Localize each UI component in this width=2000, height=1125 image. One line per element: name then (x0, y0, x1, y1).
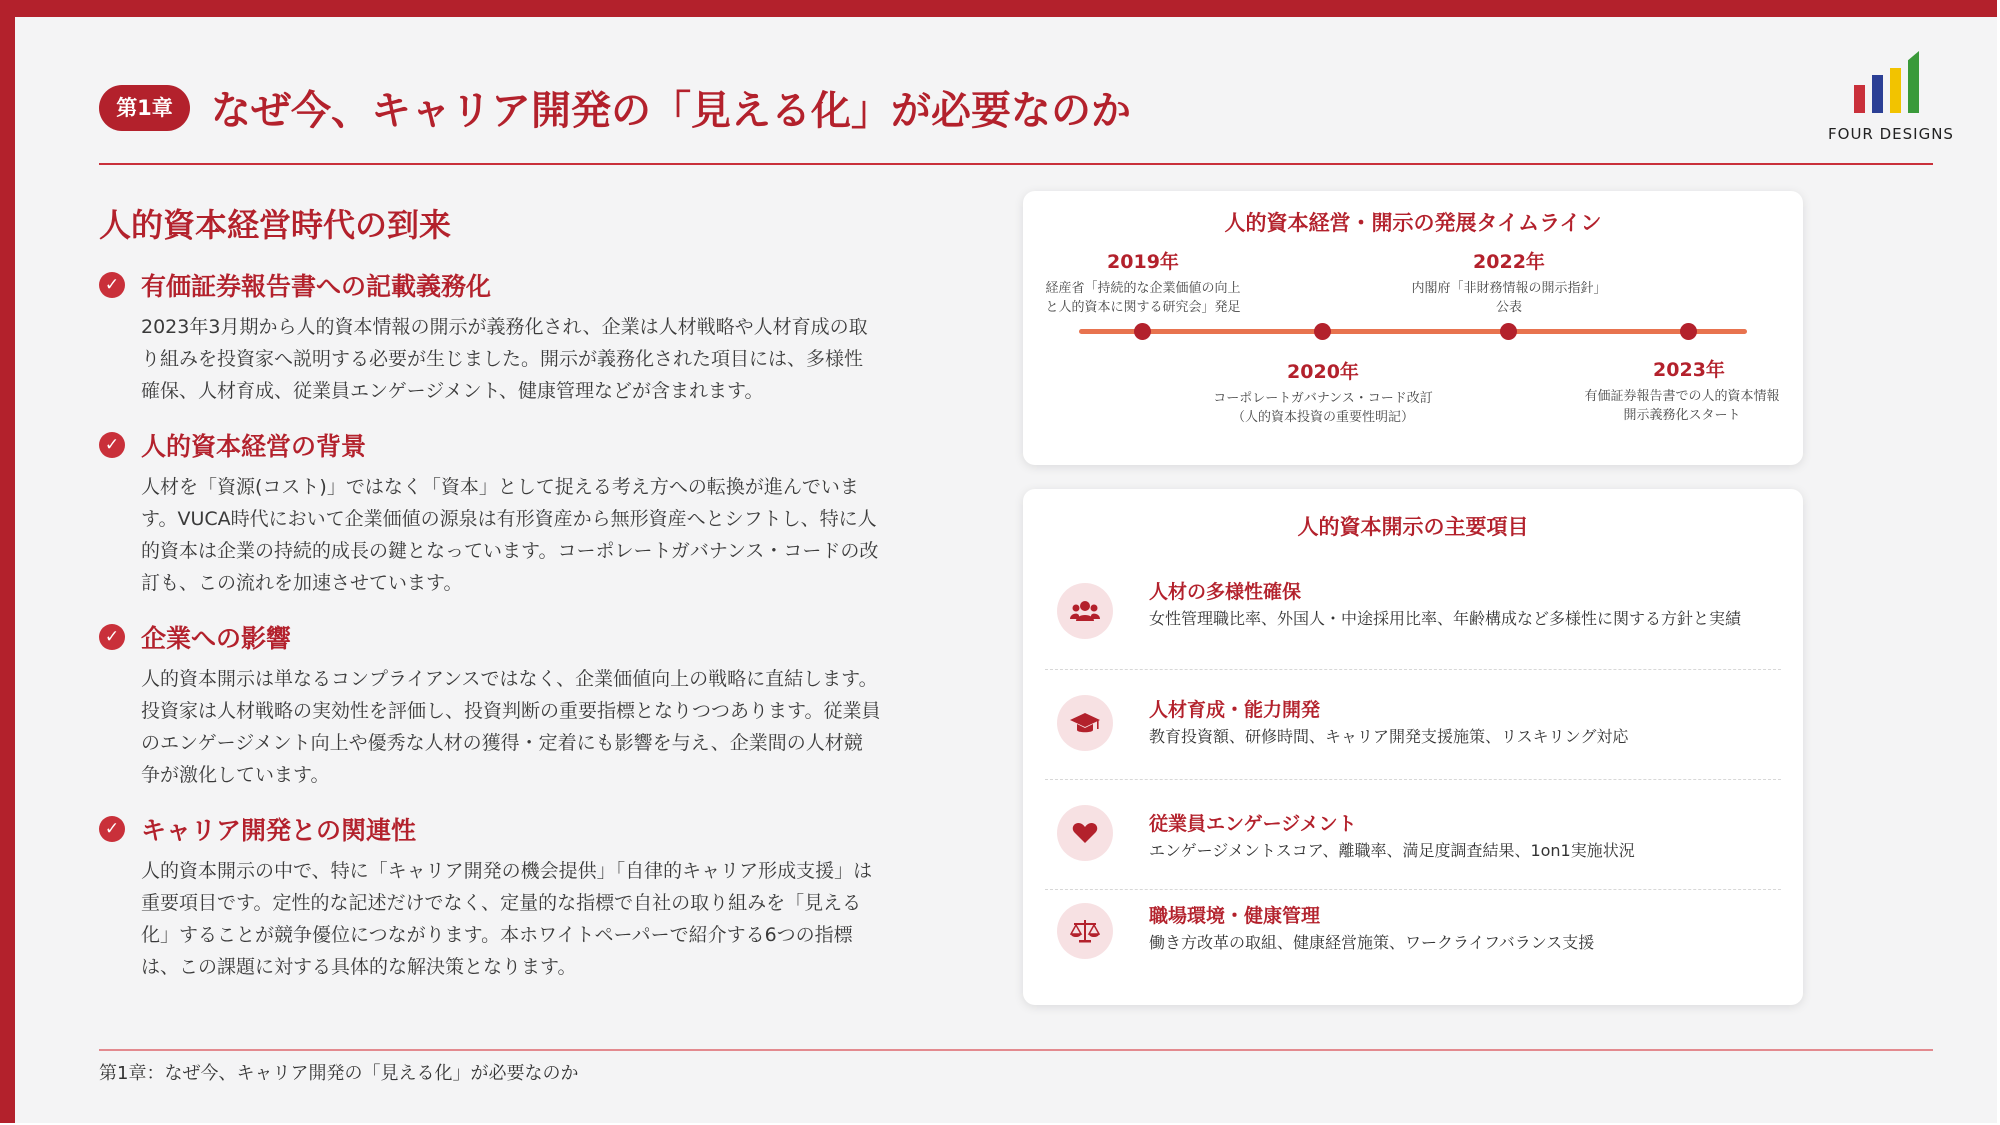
timeline-dot-2023 (1680, 323, 1697, 340)
check-circle-icon: ✓ (99, 816, 125, 842)
point-body: 人的資本開示は単なるコンプライアンスではなく、企業価値向上の戦略に直結します。投資家は人材戦略の実効性を評価し、投資判断の重要指標となりつつあります。従業員のエンゲージメント向上や優秀な人材の獲得・定着にも影響を与え、企業間の人材競争が激化しています。 (141, 668, 881, 786)
logo-bar-yellow (1890, 68, 1901, 113)
page-title: なぜ今、キャリア開発の「見える化」が必要なのか (211, 88, 1131, 134)
timeline-title: 人的資本経営・開示の発展タイムライン (1224, 211, 1602, 235)
disclosure-item-desc: 教育投資額、研修時間、キャリア開発支援施策、リスキリング対応 (1149, 727, 1629, 746)
disclosure-item-desc: 女性管理職比率、外国人・中途採用比率、年齢構成など多様性に関する方針と実績 (1149, 609, 1742, 628)
footer-divider (99, 1049, 1933, 1051)
point-title: 企業への影響 (141, 624, 292, 653)
point-item (99, 809, 889, 983)
timeline-dot-2022 (1500, 323, 1517, 340)
logo-bar-blue (1872, 75, 1883, 113)
item-divider (1045, 779, 1781, 780)
point-body: 人材を「資源(コスト)」ではなく「資本」として捉える考え方への転換が進んでいます。VUCA時代において企業価値の源泉は有形資産から無形資産へとシフトし、特に人的資本は企業の持続的成長の鍵となっています。コーポレートガバナンス・コードの改訂も、この流れを加速させています。 (141, 476, 879, 594)
heart-icon (1057, 805, 1113, 861)
logo-bar-red (1854, 85, 1865, 113)
timeline-year: 2023年 (1653, 359, 1725, 381)
disclosure-title: 人的資本開示の主要項目 (1297, 515, 1529, 539)
item-divider (1045, 669, 1781, 670)
disclosure-item-desc: エンゲージメントスコア、離職率、満足度調査結果、1on1実施状況 (1149, 841, 1635, 860)
footer-text: 第1章：なぜ今、キャリア開発の「見える化」が必要なのか (99, 1063, 579, 1084)
timeline-desc: 経産省「持続的な企業価値の向上 と人的資本に関する研究会」発足 (1045, 281, 1241, 315)
chapter-badge: 第1章 (99, 85, 190, 131)
four-designs-logo (1821, 51, 1961, 143)
balance-scale-icon (1057, 903, 1113, 959)
timeline-year: 2020年 (1287, 361, 1359, 383)
logo-text: FOUR DESIGNS (1828, 125, 1954, 143)
point-item (99, 265, 889, 407)
timeline-year: 2022年 (1473, 251, 1545, 273)
users-icon (1057, 583, 1113, 639)
disclosure-item-title: 人材育成・能力開発 (1149, 699, 1321, 721)
disclosure-item-title: 従業員エンゲージメント (1149, 813, 1357, 835)
disclosure-item (1045, 809, 1781, 869)
disclosure-item-title: 人材の多様性確保 (1149, 581, 1302, 603)
disclosure-item (1045, 577, 1781, 653)
point-body: 人的資本開示の中で、特に「キャリア開発の機会提供」「自律的キャリア形成支援」は重要項目です。定性的な記述だけでなく、定量的な指標で自社の取り組みを「見える化」することが競争優位につながります。本ホワイトペーパーで紹介する6つの指標は、この課題に対する具体的な解決策となります。 (141, 860, 873, 978)
disclosure-card (1023, 489, 1803, 1005)
point-title: 有価証券報告書への記載義務化 (141, 272, 492, 301)
graduation-cap-icon (1057, 695, 1113, 751)
timeline-desc: コーポレートガバナンス・コード改訂 （人的資本投資の重要性明記） (1213, 391, 1433, 425)
disclosure-item (1045, 901, 1781, 961)
item-divider (1045, 889, 1781, 890)
disclosure-item-title: 職場環境・健康管理 (1149, 905, 1321, 927)
timeline-line (1079, 329, 1747, 334)
timeline-desc: 有価証券報告書での人的資本情報 開示義務化スタート (1584, 389, 1780, 423)
point-item (99, 425, 889, 599)
section-title: 人的資本経営時代の到来 (99, 206, 452, 244)
timeline-card (1023, 191, 1803, 465)
disclosure-item-desc: 働き方改革の取組、健康経営施策、ワークライフバランス支援 (1149, 933, 1595, 952)
timeline-year: 2019年 (1107, 251, 1179, 273)
check-circle-icon: ✓ (99, 432, 125, 458)
point-title: 人的資本経営の背景 (141, 432, 367, 461)
timeline-dot-2019 (1134, 323, 1151, 340)
point-title: キャリア開発との関連性 (141, 816, 417, 845)
header-divider (99, 163, 1933, 165)
point-body: 2023年3月期から人的資本情報の開示が義務化され、企業は人材戦略や人材育成の取り組みを投資家へ説明する必要が生じました。開示が義務化された項目には、多様性確保、人材育成、従業員エンゲージメント、健康管理などが含まれます。 (141, 316, 868, 402)
check-circle-icon: ✓ (99, 624, 125, 650)
disclosure-item (1045, 695, 1781, 755)
check-circle-icon: ✓ (99, 272, 125, 298)
main-content (99, 203, 889, 1001)
logo-bar-green (1908, 51, 1919, 113)
point-item (99, 617, 889, 791)
timeline-dot-2020 (1314, 323, 1331, 340)
timeline-desc: 内閣府「非財務情報の開示指針」 公表 (1411, 281, 1607, 315)
